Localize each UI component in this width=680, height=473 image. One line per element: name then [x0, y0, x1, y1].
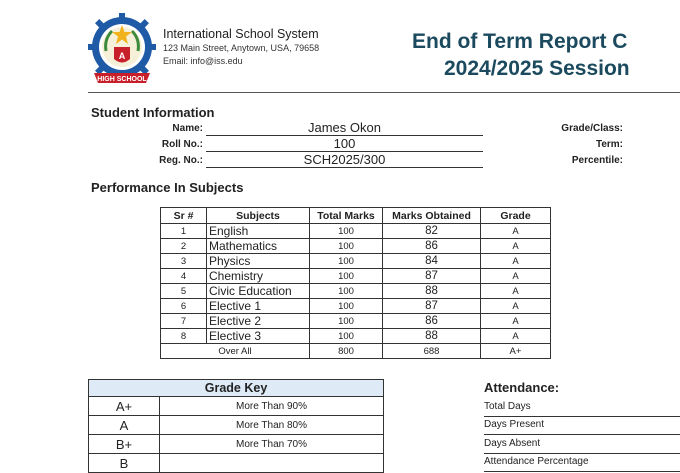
grade-key-desc: More Than 80%: [160, 416, 384, 435]
grade-class-label: Grade/Class:: [561, 123, 623, 134]
table-row: [161, 329, 551, 344]
sr-cell: 5: [161, 284, 207, 299]
grade-cell: A: [481, 299, 551, 314]
student-info-heading: Student Information: [91, 105, 215, 120]
grade-key-grade: B+: [89, 435, 160, 454]
grade-key-desc: [160, 454, 384, 473]
subject-cell: Elective 2: [207, 314, 310, 329]
grade-cell: A: [481, 284, 551, 299]
table-row: [161, 314, 551, 329]
table-row: [161, 284, 551, 299]
report-session: 2024/2025 Session: [444, 57, 630, 80]
header-divider: [88, 92, 680, 93]
subject-cell: English: [207, 224, 310, 239]
total-cell: 100: [310, 224, 383, 239]
overall-label: Over All: [161, 344, 310, 359]
sr-cell: 3: [161, 254, 207, 269]
table-row: [161, 224, 551, 239]
sr-cell: 1: [161, 224, 207, 239]
roll-label: Roll No.:: [161, 139, 203, 150]
table-row: [161, 239, 551, 254]
col-subjects: Subjects: [207, 208, 310, 224]
obtained-cell: 87: [383, 299, 481, 314]
grade-cell: A: [481, 239, 551, 254]
total-cell: 100: [310, 299, 383, 314]
subject-cell: Physics: [207, 254, 310, 269]
sr-cell: 7: [161, 314, 207, 329]
sr-cell: 4: [161, 269, 207, 284]
overall-obtained: 688: [383, 344, 481, 359]
grade-key-grade: A+: [89, 397, 160, 416]
total-cell: 100: [310, 329, 383, 344]
obtained-cell: 88: [383, 284, 481, 299]
reg-label: Reg. No.:: [159, 155, 203, 166]
attendance-days-present: Days Present: [484, 416, 680, 435]
percentile-label: Percentile:: [571, 155, 623, 166]
grade-key-grade: B: [89, 454, 160, 473]
school-logo: [88, 13, 156, 89]
grade-key-row: [89, 416, 384, 435]
school-email: Email: info@iss.edu: [163, 56, 243, 66]
attendance-total-days: Total Days: [484, 398, 680, 417]
subject-cell: Elective 3: [207, 329, 310, 344]
total-cell: 100: [310, 254, 383, 269]
grade-cell: A: [481, 254, 551, 269]
report-title: End of Term Report C: [412, 30, 628, 53]
grade-cell: A: [481, 224, 551, 239]
total-cell: 100: [310, 314, 383, 329]
grade-cell: A: [481, 329, 551, 344]
obtained-cell: 82: [383, 224, 481, 239]
col-marks-obtained: Marks Obtained: [383, 208, 481, 224]
obtained-cell: 88: [383, 329, 481, 344]
sr-cell: 2: [161, 239, 207, 254]
grade-key-row: [89, 397, 384, 416]
performance-table: [160, 207, 551, 359]
obtained-cell: 84: [383, 254, 481, 269]
grade-cell: A: [481, 314, 551, 329]
grade-key-desc: More Than 70%: [160, 435, 384, 454]
total-cell: 100: [310, 284, 383, 299]
obtained-cell: 87: [383, 269, 481, 284]
performance-heading: Performance In Subjects: [91, 180, 244, 195]
col-sr: Sr #: [161, 208, 207, 224]
grade-cell: A: [481, 269, 551, 284]
total-cell: 100: [310, 239, 383, 254]
table-row: [161, 299, 551, 314]
subject-cell: Mathematics: [207, 239, 310, 254]
col-total-marks: Total Marks: [310, 208, 383, 224]
grade-key-desc: More Than 90%: [160, 397, 384, 416]
overall-total: 800: [310, 344, 383, 359]
school-address: 123 Main Street, Anytown, USA, 79658: [163, 43, 320, 53]
subject-cell: Elective 1: [207, 299, 310, 314]
overall-row: [161, 344, 551, 359]
table-header-row: [161, 208, 551, 224]
attendance-days-absent: Days Absent: [484, 435, 680, 454]
attendance-heading: Attendance:: [484, 380, 560, 395]
logo-letter: A: [118, 51, 126, 61]
grade-key-row: [89, 454, 384, 473]
sr-cell: 6: [161, 299, 207, 314]
table-row: [161, 269, 551, 284]
obtained-cell: 86: [383, 239, 481, 254]
reg-value: SCH2025/300: [206, 153, 483, 168]
total-cell: 100: [310, 269, 383, 284]
subject-cell: Civic Education: [207, 284, 310, 299]
overall-grade: A+: [481, 344, 551, 359]
roll-value: 100: [206, 137, 483, 152]
attendance-percentage: Attendance Percentage: [484, 453, 680, 472]
name-value: James Okon: [206, 121, 483, 136]
grade-key-grade: A: [89, 416, 160, 435]
table-row: [161, 254, 551, 269]
term-label: Term:: [595, 139, 623, 150]
name-label: Name:: [172, 123, 203, 134]
obtained-cell: 86: [383, 314, 481, 329]
subject-cell: Chemistry: [207, 269, 310, 284]
col-grade: Grade: [481, 208, 551, 224]
school-name: International School System: [163, 27, 319, 41]
grade-key-row: [89, 435, 384, 454]
logo-banner-text: HIGH SCHOOL: [97, 76, 147, 83]
grade-key-heading: Grade Key: [89, 380, 384, 397]
sr-cell: 8: [161, 329, 207, 344]
